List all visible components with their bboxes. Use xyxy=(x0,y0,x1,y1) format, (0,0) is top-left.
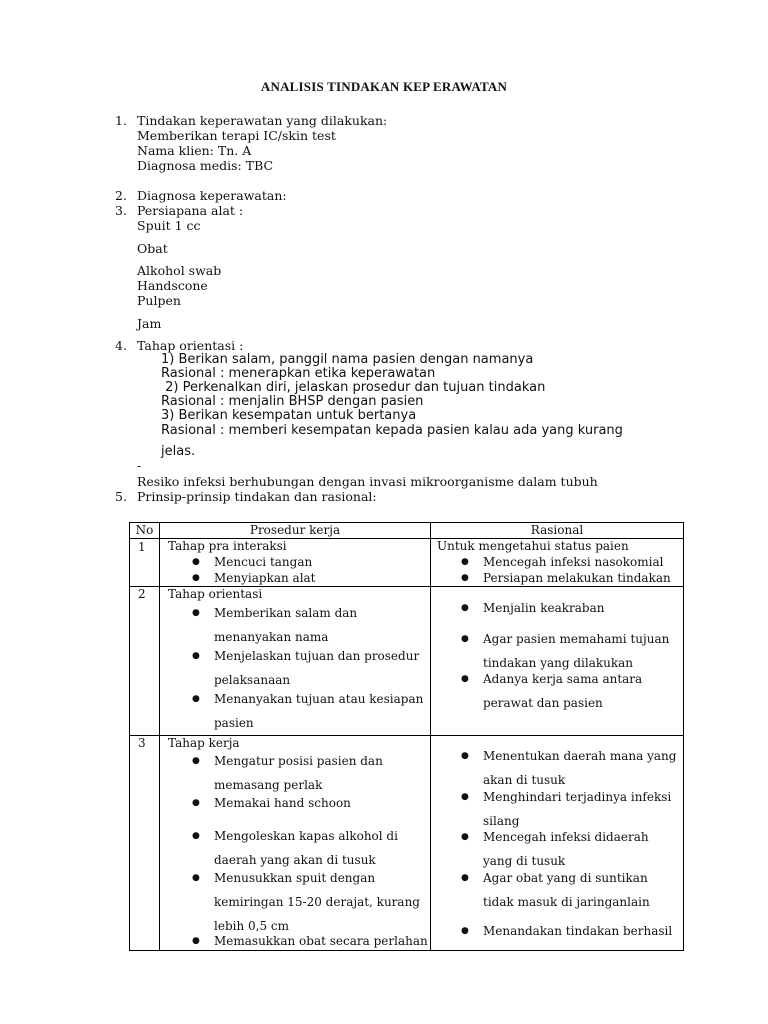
column-header-rational: Rasional xyxy=(431,523,684,539)
section-2-number: 2. xyxy=(115,188,127,203)
procedure-item: ● Menyiapkan alat xyxy=(168,570,430,586)
rational-intro: Untuk mengetahui status paien xyxy=(437,539,629,553)
section-1-line: Nama klien: Tn. A xyxy=(137,143,252,158)
procedure-item: ● Menusukkan spuit dengan kemiringan 15-20 derajat, kurang lebih 0,5 cm xyxy=(168,866,430,938)
section-4-number: 4. xyxy=(115,338,127,353)
section-1-heading: Tindakan keperawatan yang dilakukan: xyxy=(137,113,388,128)
rational-item: ● Menentukan daerah mana yang akan di tusuk xyxy=(437,744,683,792)
procedure-cell xyxy=(160,587,431,736)
procedure-item: ● Memakai hand schoon xyxy=(168,791,430,815)
section-4-heading: Tahap orientasi : xyxy=(137,338,244,353)
equipment-item: Alkohol swab xyxy=(137,263,222,278)
row-number: 2 xyxy=(130,587,160,736)
section-1-line: Memberikan terapi IC/skin test xyxy=(137,128,336,143)
equipment-item: Spuit 1 cc xyxy=(137,218,201,233)
section-5-number: 5. xyxy=(115,489,127,504)
orientation-step: 2) Perkenalkan diri, jelaskan prosedur dan tujuan tindakan xyxy=(161,380,546,395)
rational-cell xyxy=(431,587,684,736)
document-title: ANALISIS TINDAKAN KEP ERAWATAN xyxy=(260,79,508,94)
row-number: 3 xyxy=(130,736,160,951)
orientation-step: 3) Berikan kesempatan untuk bertanya xyxy=(161,408,417,423)
section-3-heading: Persiapana alat : xyxy=(137,203,244,218)
section-5-heading: Prinsip-prinsip tindakan dan rasional: xyxy=(137,489,377,504)
procedure-table xyxy=(129,522,684,951)
rational-item: ● Persiapan melakukan tindakan xyxy=(437,570,683,586)
section-3-number: 3. xyxy=(115,203,127,218)
rational-cell xyxy=(431,736,684,951)
stage-label: Tahap kerja xyxy=(168,736,240,750)
procedure-item: ● Mengoleskan kapas alkohol di daerah yang akan di tusuk xyxy=(168,824,430,872)
risk-statement: Resiko infeksi berhubungan dengan invasi mikroorganisme dalam tubuh xyxy=(137,474,598,489)
orientation-rationale: Rasional : menjalin BHSP dengan pasien xyxy=(161,394,424,409)
column-header-procedure: Prosedur kerja xyxy=(160,523,431,539)
orientation-rationale: Rasional : menerapkan etika keperawatan xyxy=(161,366,436,381)
section-1-number: 1. xyxy=(115,113,127,128)
procedure-item: ● Mencuci tangan xyxy=(168,554,430,570)
procedure-item: ● Menanyakan tujuan atau kesiapan pasien xyxy=(168,687,430,735)
table-row xyxy=(130,539,684,587)
table-row xyxy=(130,587,684,736)
rational-item: ● Agar obat yang di suntikan tidak masuk di jaringanlain xyxy=(437,866,683,914)
equipment-item: Handscone xyxy=(137,278,208,293)
rational-cell xyxy=(431,539,684,587)
procedure-cell xyxy=(160,736,431,951)
section-2-heading: Diagnosa keperawatan: xyxy=(137,188,287,203)
orientation-rationale-continued: jelas. xyxy=(161,444,196,459)
procedure-item: ● Memberikan salam dan menanyakan nama xyxy=(168,601,430,649)
rational-item: ● Agar pasien memahami tujuan tindakan yang dilakukan xyxy=(437,627,683,675)
rational-item: ● Menjalin keakraban xyxy=(437,596,683,620)
rational-item: ● Mencegah infeksi didaerah yang di tusuk xyxy=(437,825,683,873)
row-number: 1 xyxy=(130,539,160,587)
stage-label: Tahap orientasi xyxy=(168,587,263,601)
equipment-item: Jam xyxy=(137,316,162,331)
column-header-no: No xyxy=(130,523,160,539)
procedure-cell xyxy=(160,539,431,587)
equipment-item: Obat xyxy=(137,241,168,256)
orientation-rationale: Rasional : memberi kesempatan kepada pasien kalau ada yang kurang xyxy=(161,423,623,438)
section-1-line: Diagnosa medis: TBC xyxy=(137,158,274,173)
stage-label: Tahap pra interaksi xyxy=(168,539,287,553)
rational-item: ● Adanya kerja sama antara perawat dan pasien xyxy=(437,667,683,715)
rational-item: ● Mencegah infeksi nasokomial xyxy=(437,554,683,570)
rational-item: ● Menandakan tindakan berhasil xyxy=(437,922,683,940)
dash-marker: - xyxy=(137,458,142,473)
equipment-item: Pulpen xyxy=(137,293,181,308)
rational-item: ● Menghindari terjadinya infeksi silang xyxy=(437,785,683,833)
table-header-row xyxy=(130,523,684,539)
procedure-item: ● Memasukkan obat secara perlahan xyxy=(168,932,430,950)
table-row xyxy=(130,736,684,951)
procedure-item: ● Mengatur posisi pasien dan memasang perlak xyxy=(168,749,430,797)
orientation-step: 1) Berikan salam, panggil nama pasien dengan namanya xyxy=(161,352,534,367)
procedure-item: ● Menjelaskan tujuan dan prosedur pelaksanaan xyxy=(168,644,430,692)
